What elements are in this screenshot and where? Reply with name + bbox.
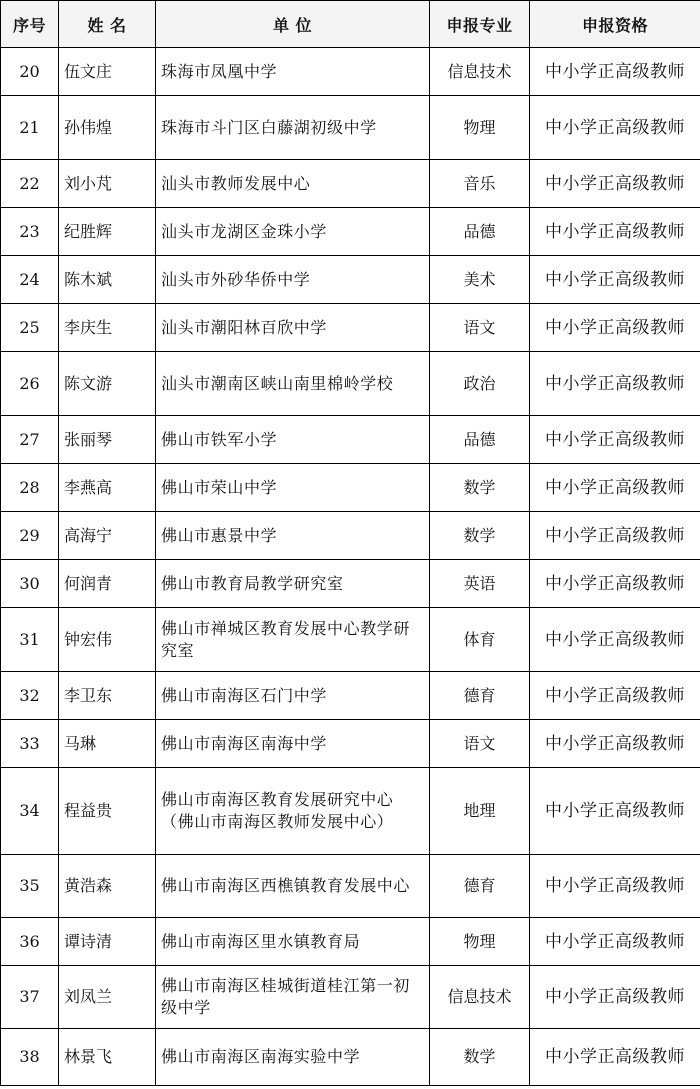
table-row [1,855,700,918]
qualification-cell: 中小学正高级教师 [530,855,700,918]
name-cell: 伍文庄 [59,48,156,96]
unit-cell: 佛山市南海区桂城街道桂江第一初级中学 [156,966,430,1029]
header-row [1,1,700,48]
unit-cell: 佛山市教育局教学研究室 [156,560,430,608]
serial-number-cell: 23 [1,208,59,256]
qualification-cell: 中小学正高级教师 [530,256,700,304]
unit-cell: 珠海市凤凰中学 [156,48,430,96]
header-serial-number: 序号 [1,1,59,48]
table-row [1,208,700,256]
major-cell: 政治 [430,352,530,416]
serial-number-cell: 21 [1,96,59,160]
major-cell: 品德 [430,208,530,256]
serial-number-cell: 20 [1,48,59,96]
table-row [1,918,700,966]
unit-cell: 汕头市龙湖区金珠小学 [156,208,430,256]
unit-cell: 佛山市禅城区教育发展中心教学研究室 [156,608,430,672]
unit-cell: 汕头市外砂华侨中学 [156,256,430,304]
qualification-cell: 中小学正高级教师 [530,1029,700,1086]
name-cell: 李庆生 [59,304,156,352]
name-cell: 李卫东 [59,672,156,720]
name-cell: 高海宁 [59,512,156,560]
name-cell: 马琳 [59,720,156,768]
major-cell: 数学 [430,512,530,560]
qualification-cell: 中小学正高级教师 [530,96,700,160]
serial-number-cell: 32 [1,672,59,720]
header-qualification: 申报资格 [530,1,700,48]
serial-number-cell: 35 [1,855,59,918]
table-body [1,48,700,1086]
serial-number-cell: 22 [1,160,59,208]
serial-number-cell: 31 [1,608,59,672]
major-cell: 英语 [430,560,530,608]
major-cell: 品德 [430,416,530,464]
serial-number-cell: 30 [1,560,59,608]
name-cell: 黄浩森 [59,855,156,918]
major-cell: 信息技术 [430,966,530,1029]
qualification-cell: 中小学正高级教师 [530,416,700,464]
table-row [1,48,700,96]
serial-number-cell: 24 [1,256,59,304]
unit-cell: 佛山市荣山中学 [156,464,430,512]
major-cell: 信息技术 [430,48,530,96]
name-cell: 谭诗清 [59,918,156,966]
unit-cell: 佛山市南海区石门中学 [156,672,430,720]
serial-number-cell: 36 [1,918,59,966]
header-unit: 单 位 [156,1,430,48]
table-row [1,464,700,512]
serial-number-cell: 34 [1,768,59,855]
header-major: 申报专业 [430,1,530,48]
qualification-cell: 中小学正高级教师 [530,672,700,720]
major-cell: 语文 [430,720,530,768]
name-cell: 纪胜辉 [59,208,156,256]
major-cell: 数学 [430,1029,530,1086]
unit-cell: 佛山市铁军小学 [156,416,430,464]
table-row [1,160,700,208]
major-cell: 美术 [430,256,530,304]
table-row [1,720,700,768]
major-cell: 音乐 [430,160,530,208]
table-row [1,512,700,560]
table-row [1,352,700,416]
table-row [1,256,700,304]
table-row [1,672,700,720]
major-cell: 物理 [430,96,530,160]
serial-number-cell: 33 [1,720,59,768]
qualification-cell: 中小学正高级教师 [530,208,700,256]
name-cell: 钟宏伟 [59,608,156,672]
name-cell: 林景飞 [59,1029,156,1086]
serial-number-cell: 29 [1,512,59,560]
qualification-cell: 中小学正高级教师 [530,464,700,512]
name-cell: 李燕高 [59,464,156,512]
name-cell: 陈木斌 [59,256,156,304]
qualification-cell: 中小学正高级教师 [530,160,700,208]
qualification-cell: 中小学正高级教师 [530,966,700,1029]
name-cell: 孙伟煌 [59,96,156,160]
unit-cell: 汕头市潮南区峡山南里棉岭学校 [156,352,430,416]
table-row [1,416,700,464]
name-cell: 何润青 [59,560,156,608]
serial-number-cell: 28 [1,464,59,512]
qualification-cell: 中小学正高级教师 [530,512,700,560]
name-cell: 刘凤兰 [59,966,156,1029]
unit-cell: 佛山市南海区西樵镇教育发展中心 [156,855,430,918]
qualification-cell: 中小学正高级教师 [530,48,700,96]
unit-cell: 汕头市潮阳林百欣中学 [156,304,430,352]
unit-cell: 佛山市南海区南海实验中学 [156,1029,430,1086]
qualification-cell: 中小学正高级教师 [530,304,700,352]
table-row [1,768,700,855]
major-cell: 地理 [430,768,530,855]
serial-number-cell: 26 [1,352,59,416]
table-row [1,966,700,1029]
qualification-cell: 中小学正高级教师 [530,352,700,416]
major-cell: 物理 [430,918,530,966]
table-row [1,608,700,672]
major-cell: 德育 [430,672,530,720]
major-cell: 语文 [430,304,530,352]
table-row [1,560,700,608]
serial-number-cell: 37 [1,966,59,1029]
qualification-cell: 中小学正高级教师 [530,918,700,966]
serial-number-cell: 25 [1,304,59,352]
serial-number-cell: 38 [1,1029,59,1086]
unit-cell: 珠海市斗门区白藤湖初级中学 [156,96,430,160]
unit-cell: 汕头市教师发展中心 [156,160,430,208]
table-row [1,304,700,352]
unit-cell: 佛山市南海区里水镇教育局 [156,918,430,966]
qualification-cell: 中小学正高级教师 [530,720,700,768]
major-cell: 数学 [430,464,530,512]
qualification-cell: 中小学正高级教师 [530,560,700,608]
name-cell: 刘小芃 [59,160,156,208]
table-row [1,96,700,160]
unit-cell: 佛山市南海区南海中学 [156,720,430,768]
unit-cell: 佛山市南海区教育发展研究中心（佛山市南海区教师发展中心） [156,768,430,855]
qualification-cell: 中小学正高级教师 [530,608,700,672]
name-cell: 陈文游 [59,352,156,416]
name-cell: 程益贵 [59,768,156,855]
serial-number-cell: 27 [1,416,59,464]
name-cell: 张丽琴 [59,416,156,464]
unit-cell: 佛山市惠景中学 [156,512,430,560]
table-row [1,1029,700,1086]
major-cell: 德育 [430,855,530,918]
header-name: 姓 名 [59,1,156,48]
qualification-cell: 中小学正高级教师 [530,768,700,855]
major-cell: 体育 [430,608,530,672]
